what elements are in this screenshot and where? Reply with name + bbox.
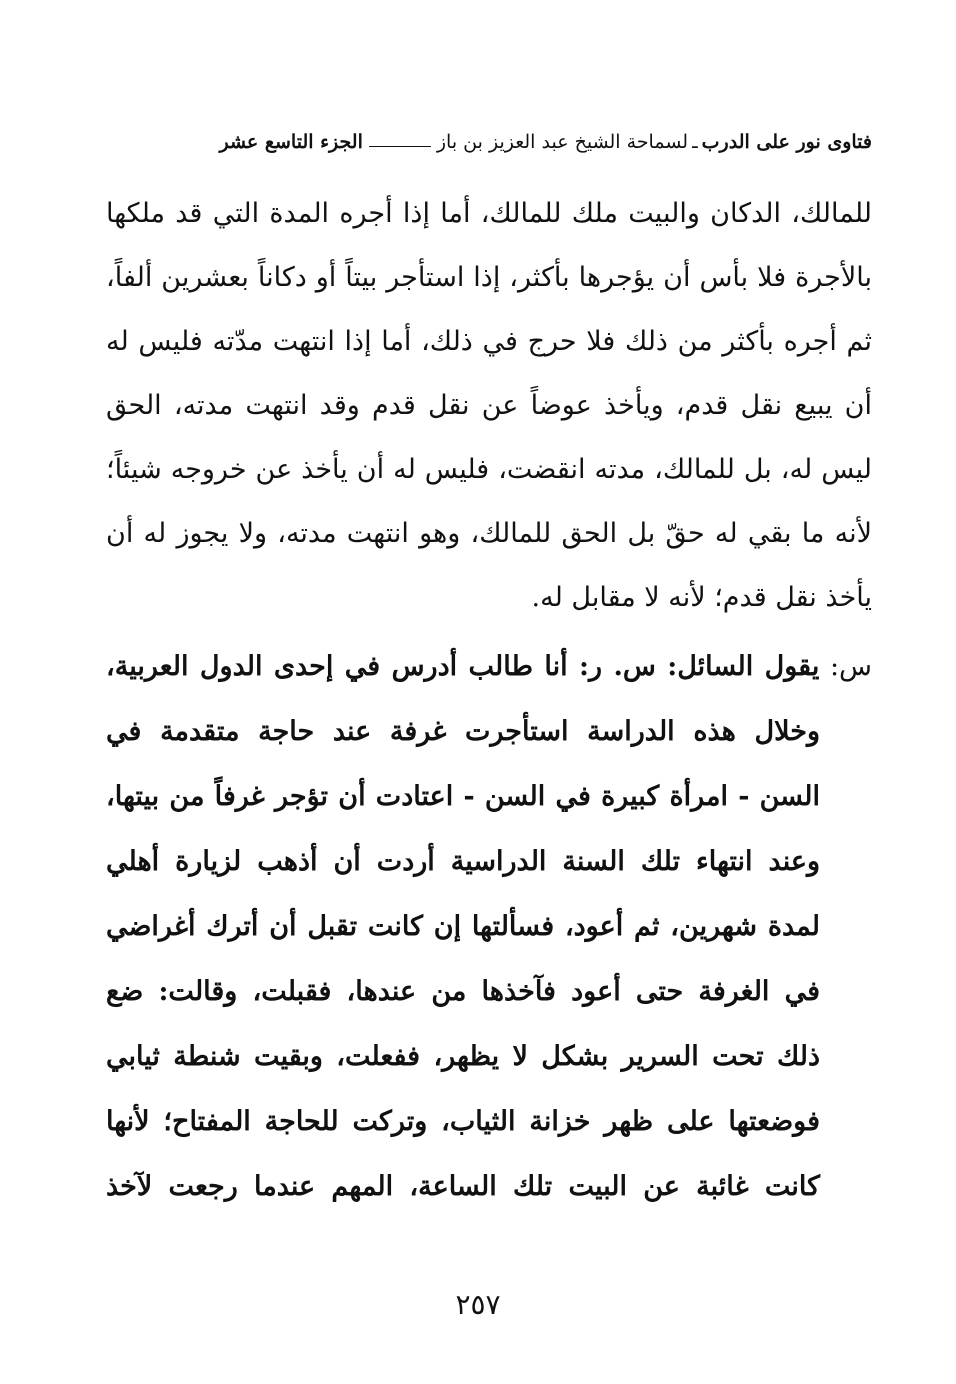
text-line: يقول السائل: س. ر: أنا طالب أدرس في إحدى الدول العربية، <box>106 651 820 682</box>
text-line: ليس له، بل للمالك، مدته انقضت، فليس له أن يأخذ عن خروجه شيئاً؛ <box>106 454 872 485</box>
text-line: وعند انتهاء تلك السنة الدراسية أردت أن أذهب لزيارة أهلي <box>106 846 820 877</box>
text-line: أن يبيع نقل قدم، ويأخذ عوضاً عن نقل قدم وقد انتهت مدته، الحق <box>106 390 872 421</box>
title-separator: ـ <box>692 131 698 153</box>
book-title: فتاوى نور على الدرب <box>701 131 872 153</box>
text-line: ثم أجره بأكثر من ذلك فلا حرج في ذلك، أما إذا انتهت مدّته فليس له <box>106 326 872 357</box>
question-first-line <box>106 634 872 699</box>
text-line: لأنه ما بقي له حقّ بل الحق للمالك، وهو انتهت مدته، ولا يجوز له أن <box>106 518 872 549</box>
question-label: س: <box>819 651 873 682</box>
text-line: كانت غائبة عن البيت تلك الساعة، المهم عندما رجعت لآخذ <box>106 1171 820 1202</box>
text-line: للمالك، الدكان والبيت ملك للمالك، أما إذا أجره المدة التي قد ملكها <box>106 198 872 229</box>
text-line: فوضعتها على ظهر خزانة الثياب، وتركت للحاجة المفتاح؛ لأنها <box>106 1106 820 1137</box>
text-line: وخلال هذه الدراسة استأجرت غرفة عند حاجة متقدمة في <box>106 716 820 747</box>
author-name: لسماحة الشيخ عبد العزيز بن باز <box>436 131 689 153</box>
text-line: في الغرفة حتى أعود فآخذها من عندها، فقبلت، وقالت: ضع <box>106 976 820 1007</box>
volume-part: الجزء التاسع عشر <box>219 131 363 153</box>
page-number: ٢٥٧ <box>455 1288 501 1321</box>
text-line: السن - امرأة كبيرة في السن - اعتادت أن تؤجر غرفاً من بيتها، <box>106 781 820 812</box>
question-paragraph <box>106 634 872 1219</box>
text-line: لمدة شهرين، ثم أعود، فسألتها إن كانت تقبل أن أترك أغراضي <box>106 911 820 942</box>
text-line: بالأجرة فلا بأس أن يؤجرها بأكثر، إذا استأجر بيتاً أو دكاناً بعشرين ألفاً، <box>106 262 872 293</box>
answer-paragraph <box>106 182 872 630</box>
running-header <box>120 122 872 162</box>
text-line: ذلك تحت السرير بشكل لا يظهر، ففعلت، وبقيت شنطة ثيابي <box>106 1041 820 1072</box>
header-rule <box>369 146 431 147</box>
text-line: يأخذ نقل قدم؛ لأنه لا مقابل له. <box>531 582 872 613</box>
